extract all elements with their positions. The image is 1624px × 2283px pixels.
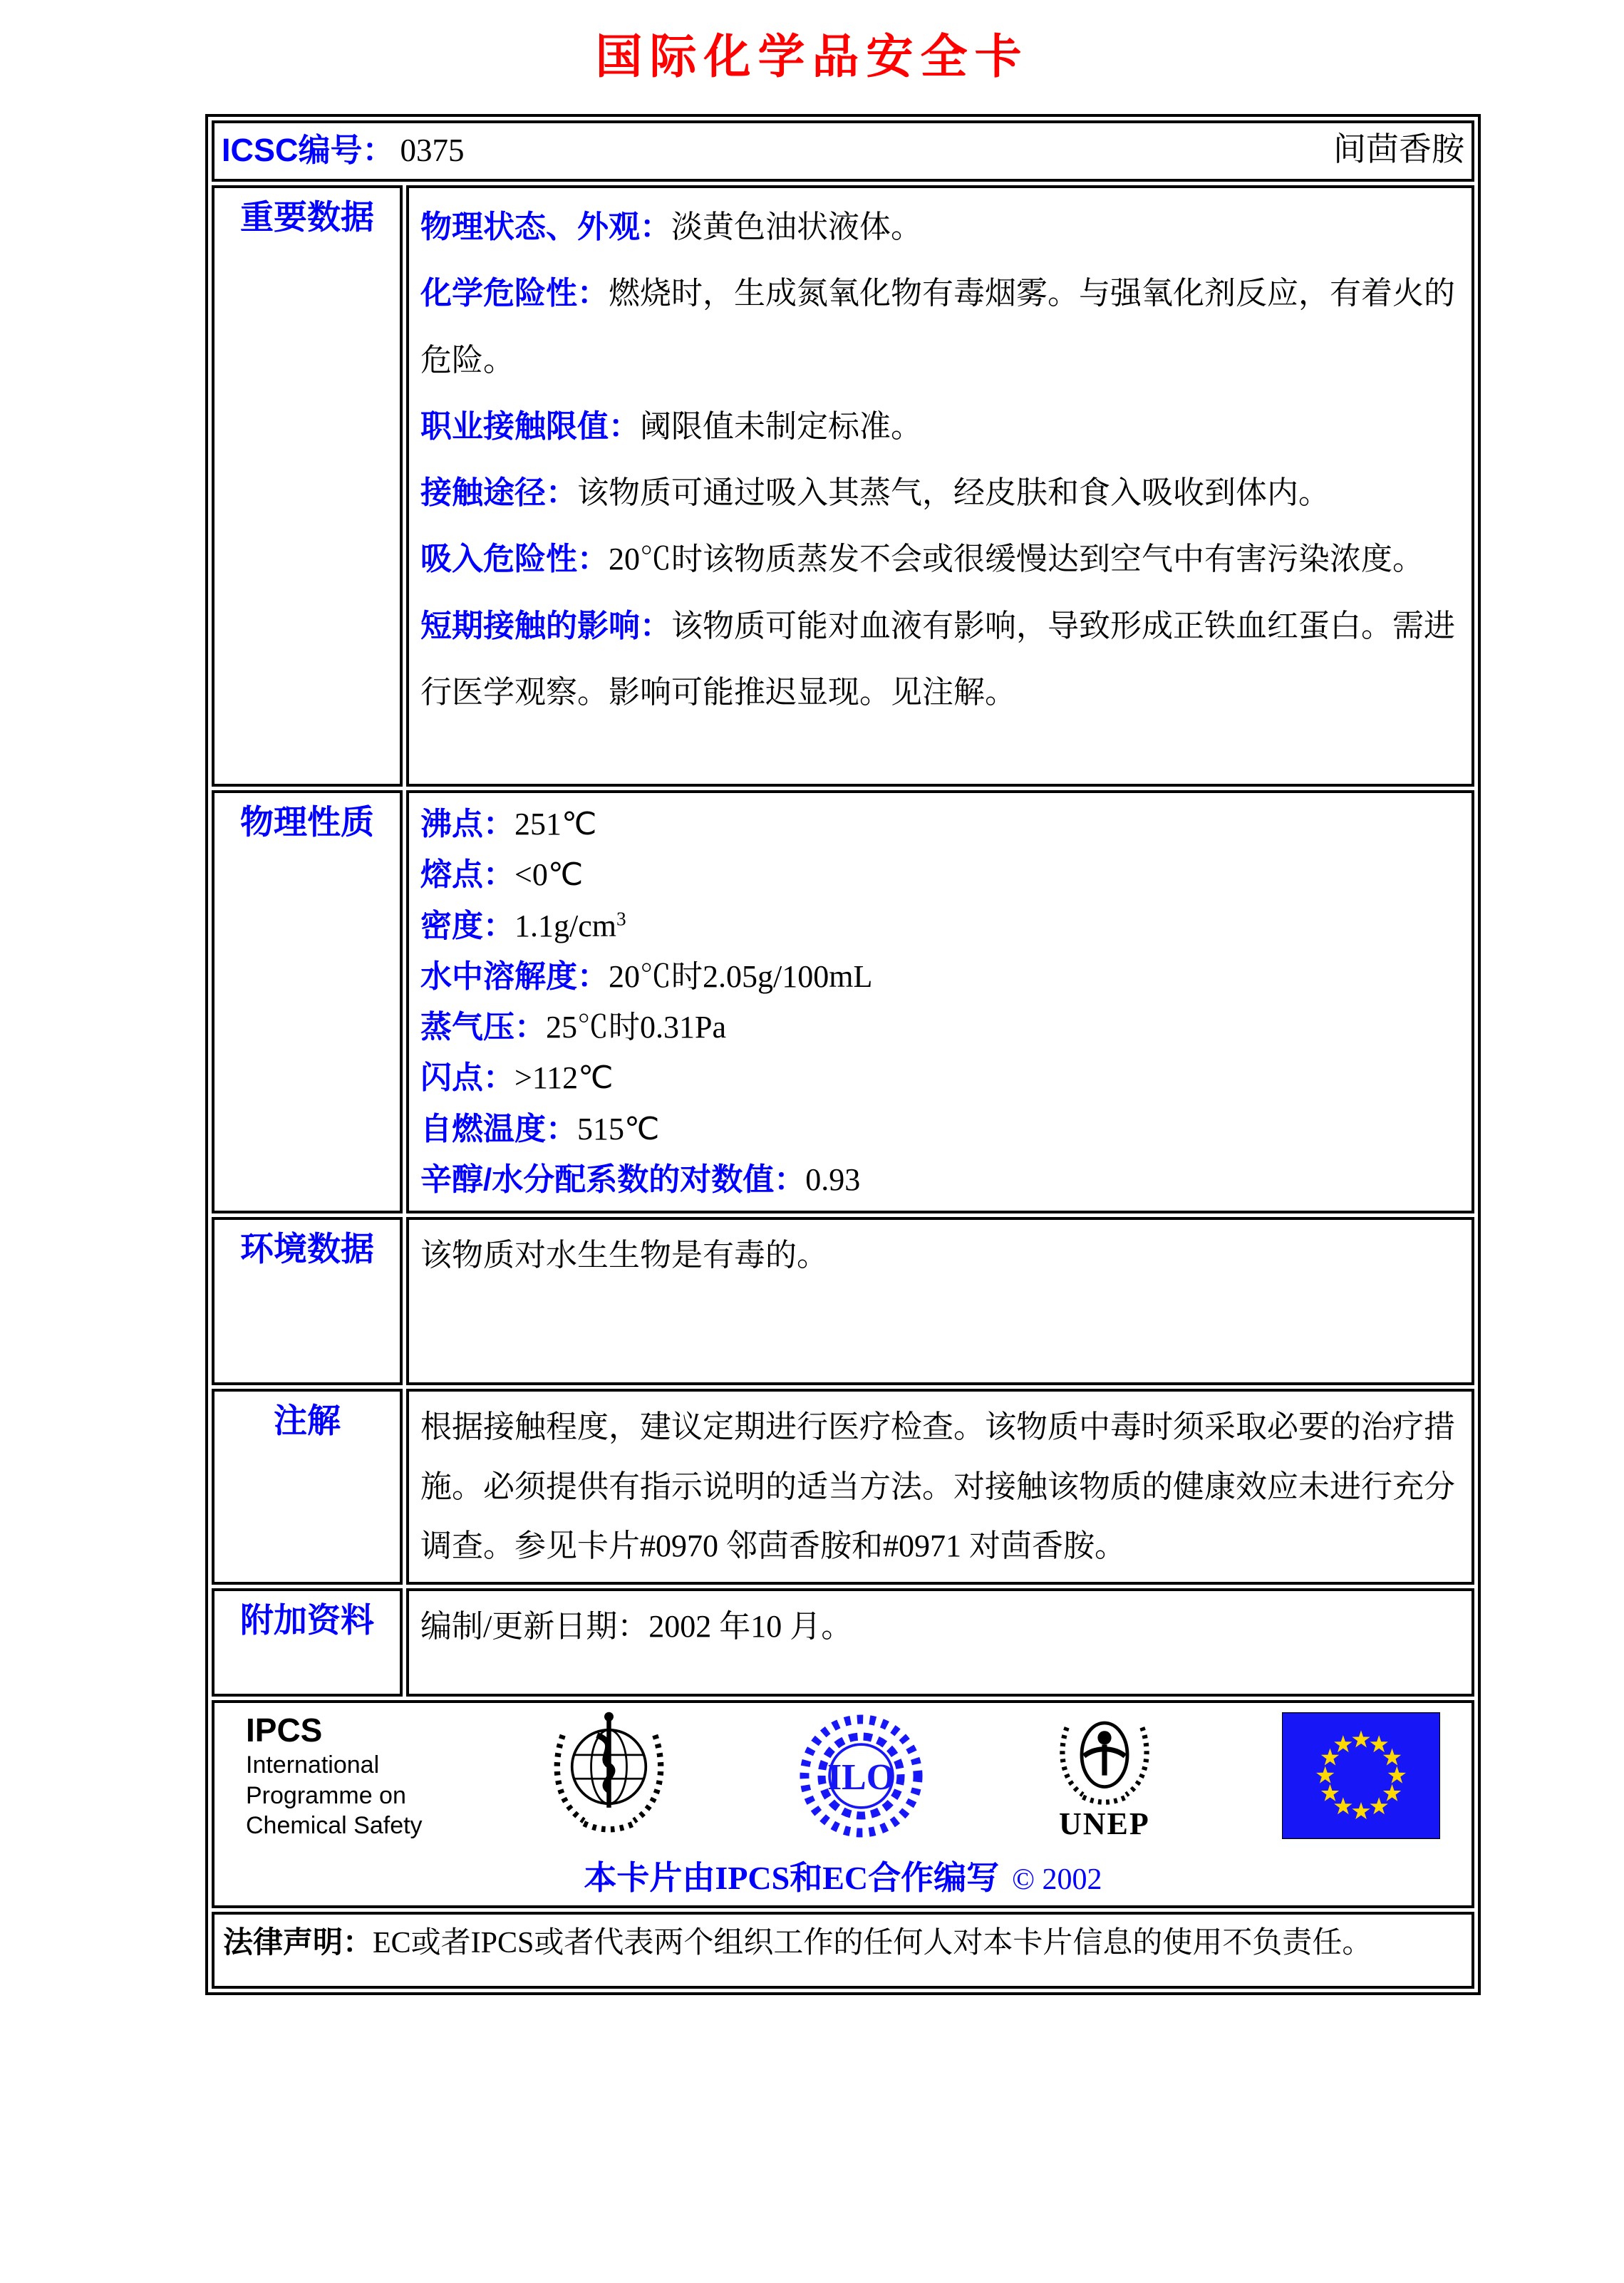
ipcs-title: IPCS xyxy=(246,1712,323,1749)
property-value: 0.93 xyxy=(805,1161,861,1197)
footer-caption xyxy=(229,1852,1457,1899)
property-line xyxy=(420,1104,1460,1154)
section-label-important-data: 重要数据 xyxy=(212,185,403,787)
unep-logo-block xyxy=(1048,1710,1162,1842)
important-item xyxy=(420,393,1460,460)
section-label-notes: 注解 xyxy=(212,1389,403,1585)
property-label: 辛醇/水分配系数的对数值： xyxy=(420,1161,806,1197)
property-value: 25℃时0.31Pa xyxy=(546,1010,726,1045)
additional-text: 2002 年10 月。 xyxy=(648,1608,853,1644)
item-text: 该物质可通过吸入其蒸气，经皮肤和食入吸收到体内。 xyxy=(577,475,1330,511)
svg-text:ILO: ILO xyxy=(827,1756,895,1798)
additional-info-row xyxy=(212,1588,1474,1697)
page-title: 国际化学品安全卡 xyxy=(595,31,1029,83)
property-label: 沸点： xyxy=(420,807,514,842)
icsc-number-value: 0375 xyxy=(400,132,465,168)
legal-text: EC或者IPCS或者代表两个组织工作的任何人对本卡片信息的使用不负责任。 xyxy=(373,1926,1372,1960)
property-line xyxy=(420,799,1460,849)
property-label: 蒸气压： xyxy=(420,1010,546,1045)
icsc-number-group xyxy=(222,124,465,170)
item-label: 职业接触限值： xyxy=(420,408,640,444)
notes-row xyxy=(212,1389,1474,1585)
ilo-logo-icon xyxy=(795,1710,927,1842)
important-data-row xyxy=(212,185,1474,787)
ipcs-subtitle-line: Chemical Safety xyxy=(246,1812,423,1840)
section-label-additional-info: 附加资料 xyxy=(212,1588,403,1697)
important-item xyxy=(420,526,1460,592)
property-line xyxy=(420,951,1460,1002)
section-label-physical-properties: 物理性质 xyxy=(212,790,403,1213)
item-text: 淡黄色油状液体。 xyxy=(671,209,922,244)
additional-info-content xyxy=(406,1588,1474,1697)
environmental-data-content xyxy=(406,1217,1474,1385)
footer-caption-text: 本卡片由IPCS和EC合作编写 xyxy=(584,1859,1000,1896)
property-line xyxy=(420,849,1460,900)
eu-flag-icon xyxy=(1282,1712,1440,1839)
section-label-environmental-data: 环境数据 xyxy=(212,1217,403,1385)
legal-cell xyxy=(212,1912,1474,1989)
footer-logos-row xyxy=(212,1700,1474,1908)
important-item xyxy=(420,460,1460,526)
unep-logo-icon xyxy=(1048,1710,1162,1810)
icsc-table xyxy=(205,114,1481,1995)
property-value: <0℃ xyxy=(514,857,584,893)
property-line xyxy=(420,901,1460,951)
legal-row xyxy=(212,1912,1474,1989)
property-value: >112℃ xyxy=(514,1060,614,1096)
legal-label: 法律声明： xyxy=(223,1925,373,1959)
property-line xyxy=(420,1002,1460,1052)
item-label: 吸入危险性： xyxy=(420,542,609,577)
header-row xyxy=(212,120,1474,182)
property-label: 水中溶解度： xyxy=(420,958,609,994)
header-cell xyxy=(212,120,1474,182)
property-line xyxy=(420,1154,1460,1205)
property-value: 20℃时2.05g/100mL xyxy=(609,958,873,994)
logos-row xyxy=(229,1710,1457,1842)
property-label: 熔点： xyxy=(420,857,514,893)
property-label: 密度： xyxy=(420,908,514,943)
important-item xyxy=(420,593,1460,726)
property-value: 1.1g/cm xyxy=(514,908,616,943)
item-text: 该物质可能对血液有影响，导致形成正铁血红蛋白。需进行医学观察。影响可能推迟显现。见注解。 xyxy=(420,608,1455,710)
ipcs-subtitle-line: Programme on xyxy=(246,1781,406,1809)
additional-label: 编制/更新日期： xyxy=(420,1608,649,1644)
property-line xyxy=(420,1052,1460,1103)
item-text: 燃烧时，生成氮氧化物有毒烟雾。与强氧化剂反应，有着火的危险。 xyxy=(420,276,1455,378)
ipcs-text-block xyxy=(246,1711,423,1841)
property-value: 515℃ xyxy=(577,1111,660,1146)
chemical-name: 间茴香胺 xyxy=(1333,131,1464,167)
property-label: 自燃温度： xyxy=(420,1111,577,1146)
item-label: 物理状态、外观： xyxy=(420,209,671,244)
property-superscript: 3 xyxy=(616,907,626,929)
item-label: 化学危险性： xyxy=(420,276,609,311)
item-label: 短期接触的影响： xyxy=(420,608,671,643)
property-value: 251℃ xyxy=(514,807,597,842)
notes-content xyxy=(406,1389,1474,1585)
notes-text: 根据接触程度，建议定期进行医疗检查。该物质中毒时须采取必要的治疗措施。必须提供有指示说明的适当方法。对接触该物质的健康效应未进行充分调查。参见卡片#0970 邻茴香胺和#0971 对茴香胺。 xyxy=(420,1409,1455,1564)
item-text: 20℃时该物质蒸发不会或很缓慢达到空气中有害污染浓度。 xyxy=(609,542,1424,577)
property-label: 闪点： xyxy=(420,1060,514,1096)
important-item xyxy=(420,260,1460,393)
environmental-data-row xyxy=(212,1217,1474,1385)
additional-item xyxy=(420,1597,1460,1657)
environment-text: 该物质对水生生物是有毒的。 xyxy=(420,1238,828,1273)
unep-label: UNEP xyxy=(1058,1806,1150,1841)
physical-properties-content xyxy=(406,790,1474,1213)
item-text: 阈限值未制定标准。 xyxy=(640,408,922,444)
who-logo-icon xyxy=(543,1710,675,1842)
icsc-number-label: ICSC编号： xyxy=(222,131,395,168)
physical-properties-row xyxy=(212,790,1474,1213)
important-item xyxy=(420,194,1460,260)
ipcs-subtitle-line: International xyxy=(246,1751,380,1779)
footer-copyright: © 2002 xyxy=(1012,1863,1102,1896)
icsc-card xyxy=(205,114,1481,1995)
important-data-content xyxy=(406,185,1474,787)
footer-cell xyxy=(212,1700,1474,1908)
item-label: 接触途径： xyxy=(420,475,577,511)
